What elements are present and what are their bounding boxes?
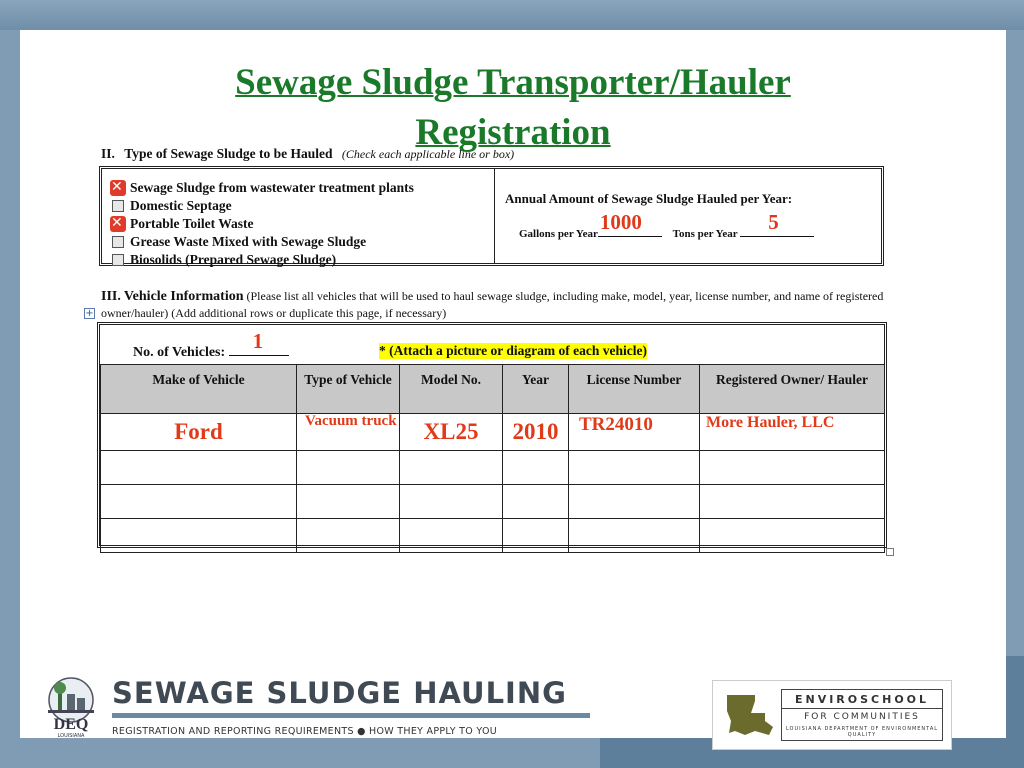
sludge-type-box [99,166,884,266]
column-header-type: Type of Vehicle [297,365,400,414]
empty-cell[interactable] [700,451,885,485]
sludge-option-portable-toilet[interactable] [112,215,414,233]
banner-title: SEWAGE SLUDGE HAULING [112,676,567,710]
cell-owner[interactable]: More Hauler, LLC [700,414,885,451]
empty-cell[interactable] [101,519,297,553]
tons-field[interactable] [740,210,814,237]
empty-cell[interactable] [400,451,503,485]
empty-cell[interactable] [297,451,400,485]
sludge-option-label: Sewage Sludge from wastewater treatment plants [130,180,414,195]
tons-value: 5 [768,210,779,234]
empty-cell[interactable] [297,485,400,519]
enviroschool-department: LOUISIANA DEPARTMENT OF ENVIRONMENTAL QUALITY [785,726,939,738]
table-row [101,414,885,451]
louisiana-state-icon [725,691,775,739]
cell-license[interactable]: TR24010 [569,414,700,451]
no-vehicles-label: No. of Vehicles: [133,345,226,360]
section2-title: Type of Sewage Sludge to be Hauled [124,146,333,161]
gallons-field[interactable] [598,210,662,237]
section3-note: (Please list all vehicles that will be used to haul sewage sludge, including make, model, year, license number, and name of registered owner/hauler) (Add additional rows or duplicate this page, if necessary) [101,289,884,320]
cell-type[interactable]: Vacuum truck [297,414,400,451]
sludge-option-wastewater[interactable] [112,179,414,197]
sludge-type-list [112,179,414,269]
deq-logo-icon [40,676,102,738]
table-move-icon[interactable]: + [85,308,94,319]
tons-label: Tons per Year [672,228,738,240]
checkbox-checked-icon[interactable] [112,218,124,230]
empty-cell[interactable] [400,519,503,553]
enviroschool-logo [712,680,952,750]
gallons-value: 1000 [599,210,642,234]
section2-number: II. [101,146,115,161]
empty-cell[interactable] [700,519,885,553]
no-of-vehicles [133,329,289,361]
enviroschool-subtitle: FOR COMMUNITIES [804,712,920,722]
annual-amount-fields [519,210,814,240]
sludge-option-label: Grease Waste Mixed with Sewage Sludge [130,234,367,249]
vehicle-table [100,364,885,553]
cell-make[interactable]: Ford [101,414,297,451]
sludge-option-grease[interactable] [112,233,414,251]
table-row-empty [101,485,885,519]
page-title-line1: Sewage Sludge Transporter/Hauler [235,62,791,103]
section2-note: (Check each applicable line or box) [341,147,515,161]
checkbox-icon[interactable] [112,200,124,212]
empty-cell[interactable] [101,451,297,485]
empty-cell[interactable] [503,519,569,553]
section3-heading [101,288,891,322]
deq-logo-text: DEQ [53,716,89,733]
sludge-option-biosolids[interactable] [112,251,414,269]
empty-cell[interactable] [297,519,400,553]
no-vehicles-field[interactable] [229,329,289,356]
column-header-year: Year [503,365,569,414]
page-title-line2: Registration [415,112,611,153]
cell-year[interactable]: 2010 [503,414,569,451]
banner-subtitle: REGISTRATION AND REPORTING REQUIREMENTS ● HOW THEY APPLY TO YOU [112,726,497,737]
column-header-model: Model No. [400,365,503,414]
annual-amount-title: Annual Amount of Sewage Sludge Hauled per Year: [505,191,793,206]
empty-cell[interactable] [101,485,297,519]
column-header-owner: Registered Owner/ Hauler [700,365,885,414]
page-title [20,58,1006,158]
deq-logo-sub: LOUISIANA [57,733,85,738]
section2-heading [101,146,514,162]
table-resize-handle[interactable] [886,548,894,556]
empty-cell[interactable] [700,485,885,519]
attach-picture-note: * (Attach a picture or diagram of each vehicle) [379,343,647,358]
table-row-empty [101,451,885,485]
no-vehicles-value: 1 [252,329,264,353]
empty-cell[interactable] [503,451,569,485]
checkbox-icon[interactable] [112,254,124,266]
table-row-empty [101,519,885,553]
column-header-license: License Number [569,365,700,414]
slide-frame-top [0,0,1024,30]
sludge-option-septage[interactable] [112,197,414,215]
section3-title: Vehicle Information [123,289,244,304]
empty-cell[interactable] [503,485,569,519]
checkbox-icon[interactable] [112,236,124,248]
checkbox-checked-icon[interactable] [112,182,124,194]
gallons-label: Gallons per Year [519,228,598,240]
sludge-option-label: Domestic Septage [130,198,232,213]
column-header-make: Make of Vehicle [101,365,297,414]
sludge-option-label: Biosolids (Prepared Sewage Sludge) [130,252,337,267]
empty-cell[interactable] [400,485,503,519]
empty-cell[interactable] [569,519,700,553]
enviroschool-wordmark [781,689,943,741]
cell-model[interactable]: XL25 [400,414,503,451]
empty-cell[interactable] [569,485,700,519]
banner-rule [112,713,590,718]
sludge-option-label: Portable Toilet Waste [130,216,254,231]
box-divider [494,169,495,263]
table-header-row [101,365,885,414]
empty-cell[interactable] [569,451,700,485]
section3-number: III. [101,289,121,304]
enviroschool-title: ENVIROSCHOOL [782,693,942,709]
